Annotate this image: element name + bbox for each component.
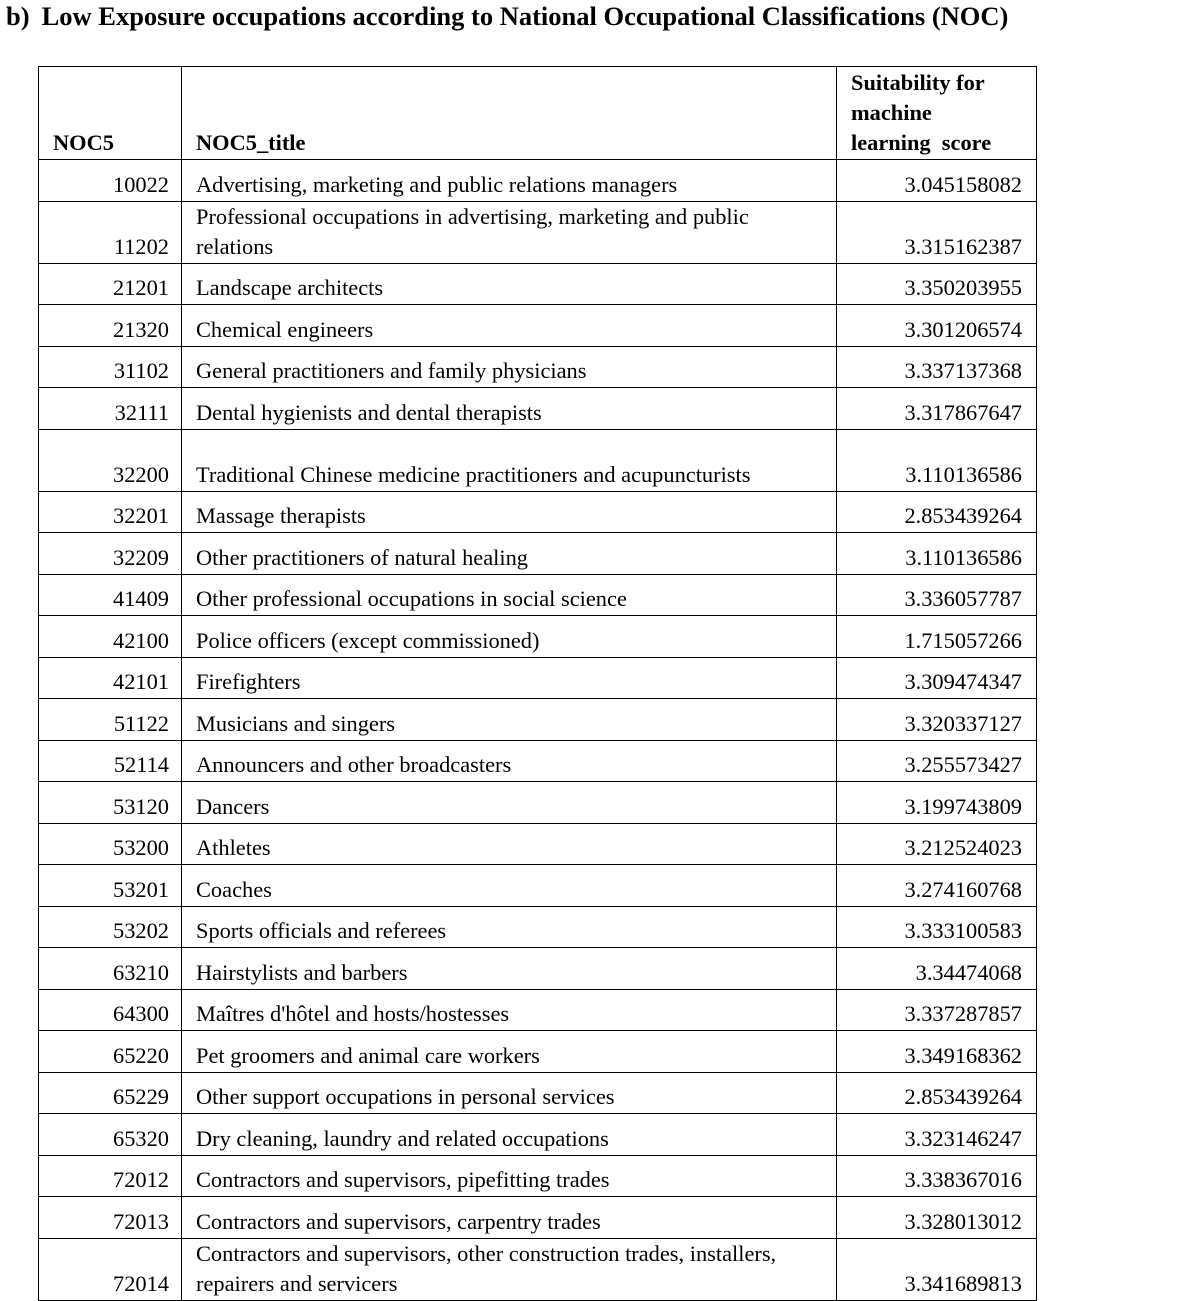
cell-title: Hairstylists and barbers — [182, 948, 837, 990]
table-row — [39, 491, 1037, 533]
heading-text: Low Exposure occupations according to National Occupational Classifications (NOC) — [41, 1, 1009, 31]
table-row — [39, 429, 1037, 491]
table-row — [39, 1238, 1037, 1300]
page-heading — [6, 0, 1008, 32]
cell-noc5: 53202 — [39, 906, 182, 948]
cell-score: 1.715057266 — [837, 616, 1037, 658]
cell-noc5: 32209 — [39, 533, 182, 575]
table-row — [39, 1072, 1037, 1114]
cell-noc5: 72012 — [39, 1155, 182, 1197]
header-score-line: learning score — [851, 130, 992, 155]
cell-noc5: 31102 — [39, 346, 182, 388]
cell-noc5: 21320 — [39, 305, 182, 347]
header-score-line: machine — [851, 100, 932, 125]
cell-noc5: 52114 — [39, 740, 182, 782]
cell-title: Maîtres d'hôtel and hosts/hostesses — [182, 989, 837, 1031]
cell-score: 3.309474347 — [837, 657, 1037, 699]
cell-noc5: 42100 — [39, 616, 182, 658]
cell-noc5: 53120 — [39, 782, 182, 824]
cell-score: 3.337137368 — [837, 346, 1037, 388]
table-row — [39, 782, 1037, 824]
cell-score: 3.328013012 — [837, 1197, 1037, 1239]
table-row — [39, 699, 1037, 741]
cell-noc5: 53200 — [39, 823, 182, 865]
cell-score: 2.853439264 — [837, 491, 1037, 533]
table-row — [39, 1155, 1037, 1197]
cell-score: 3.315162387 — [837, 201, 1037, 263]
cell-score: 3.337287857 — [837, 989, 1037, 1031]
table-body — [39, 160, 1037, 1301]
header-row — [39, 67, 1037, 160]
cell-noc5: 65320 — [39, 1114, 182, 1156]
cell-title: General practitioners and family physicians — [182, 346, 837, 388]
cell-score: 3.301206574 — [837, 305, 1037, 347]
cell-score: 3.341689813 — [837, 1238, 1037, 1300]
cell-noc5: 72014 — [39, 1238, 182, 1300]
cell-score: 3.317867647 — [837, 388, 1037, 430]
cell-title: Traditional Chinese medicine practitioners and acupuncturists — [182, 429, 837, 491]
table-row — [39, 657, 1037, 699]
cell-noc5: 21201 — [39, 263, 182, 305]
cell-title: Contractors and supervisors, other construction trades, installers, repairers and servicers — [182, 1238, 837, 1300]
cell-score: 3.110136586 — [837, 429, 1037, 491]
cell-noc5: 51122 — [39, 699, 182, 741]
header-title: NOC5_title — [182, 67, 837, 160]
cell-title: Professional occupations in advertising, marketing and public relations — [182, 201, 837, 263]
heading-label: b) — [6, 1, 30, 31]
cell-score: 3.349168362 — [837, 1031, 1037, 1073]
table-row — [39, 865, 1037, 907]
cell-score: 3.333100583 — [837, 906, 1037, 948]
cell-score: 3.323146247 — [837, 1114, 1037, 1156]
cell-noc5: 65229 — [39, 1072, 182, 1114]
cell-noc5: 10022 — [39, 160, 182, 202]
cell-title: Other practitioners of natural healing — [182, 533, 837, 575]
table-row — [39, 989, 1037, 1031]
cell-noc5: 41409 — [39, 574, 182, 616]
table-row — [39, 574, 1037, 616]
cell-noc5: 65220 — [39, 1031, 182, 1073]
cell-score: 3.274160768 — [837, 865, 1037, 907]
table-row — [39, 1114, 1037, 1156]
cell-title: Firefighters — [182, 657, 837, 699]
cell-score: 3.255573427 — [837, 740, 1037, 782]
cell-title: Dental hygienists and dental therapists — [182, 388, 837, 430]
cell-title: Other professional occupations in social science — [182, 574, 837, 616]
cell-score: 3.350203955 — [837, 263, 1037, 305]
cell-noc5: 53201 — [39, 865, 182, 907]
cell-noc5: 32201 — [39, 491, 182, 533]
table-row — [39, 740, 1037, 782]
header-noc5: NOC5 — [39, 67, 182, 160]
cell-score: 3.320337127 — [837, 699, 1037, 741]
table-row — [39, 533, 1037, 575]
table-row — [39, 160, 1037, 202]
cell-noc5: 72013 — [39, 1197, 182, 1239]
cell-noc5: 11202 — [39, 201, 182, 263]
header-score-line: Suitability for — [851, 70, 985, 95]
table-row — [39, 346, 1037, 388]
cell-title: Pet groomers and animal care workers — [182, 1031, 837, 1073]
cell-noc5: 32200 — [39, 429, 182, 491]
cell-title: Contractors and supervisors, carpentry trades — [182, 1197, 837, 1239]
table-row — [39, 616, 1037, 658]
cell-title: Musicians and singers — [182, 699, 837, 741]
table-row — [39, 263, 1037, 305]
cell-title: Dry cleaning, laundry and related occupations — [182, 1114, 837, 1156]
cell-score: 3.212524023 — [837, 823, 1037, 865]
cell-noc5: 42101 — [39, 657, 182, 699]
cell-title: Advertising, marketing and public relations managers — [182, 160, 837, 202]
table-row — [39, 201, 1037, 263]
cell-noc5: 63210 — [39, 948, 182, 990]
cell-title: Contractors and supervisors, pipefitting trades — [182, 1155, 837, 1197]
cell-score: 3.336057787 — [837, 574, 1037, 616]
table-row — [39, 1031, 1037, 1073]
cell-title: Chemical engineers — [182, 305, 837, 347]
cell-title: Sports officials and referees — [182, 906, 837, 948]
cell-score: 2.853439264 — [837, 1072, 1037, 1114]
cell-title: Coaches — [182, 865, 837, 907]
cell-score: 3.338367016 — [837, 1155, 1037, 1197]
cell-noc5: 32111 — [39, 388, 182, 430]
cell-noc5: 64300 — [39, 989, 182, 1031]
cell-title: Dancers — [182, 782, 837, 824]
cell-title: Athletes — [182, 823, 837, 865]
cell-title: Massage therapists — [182, 491, 837, 533]
cell-title: Landscape architects — [182, 263, 837, 305]
cell-title: Announcers and other broadcasters — [182, 740, 837, 782]
cell-score: 3.110136586 — [837, 533, 1037, 575]
cell-score: 3.34474068 — [837, 948, 1037, 990]
table-row — [39, 948, 1037, 990]
table-row — [39, 1197, 1037, 1239]
header-score — [837, 67, 1037, 160]
cell-score: 3.199743809 — [837, 782, 1037, 824]
table-row — [39, 388, 1037, 430]
cell-title: Police officers (except commissioned) — [182, 616, 837, 658]
table-row — [39, 305, 1037, 347]
table-row — [39, 906, 1037, 948]
cell-title: Other support occupations in personal services — [182, 1072, 837, 1114]
cell-score: 3.045158082 — [837, 160, 1037, 202]
table-row — [39, 823, 1037, 865]
noc-table — [38, 66, 1037, 1301]
